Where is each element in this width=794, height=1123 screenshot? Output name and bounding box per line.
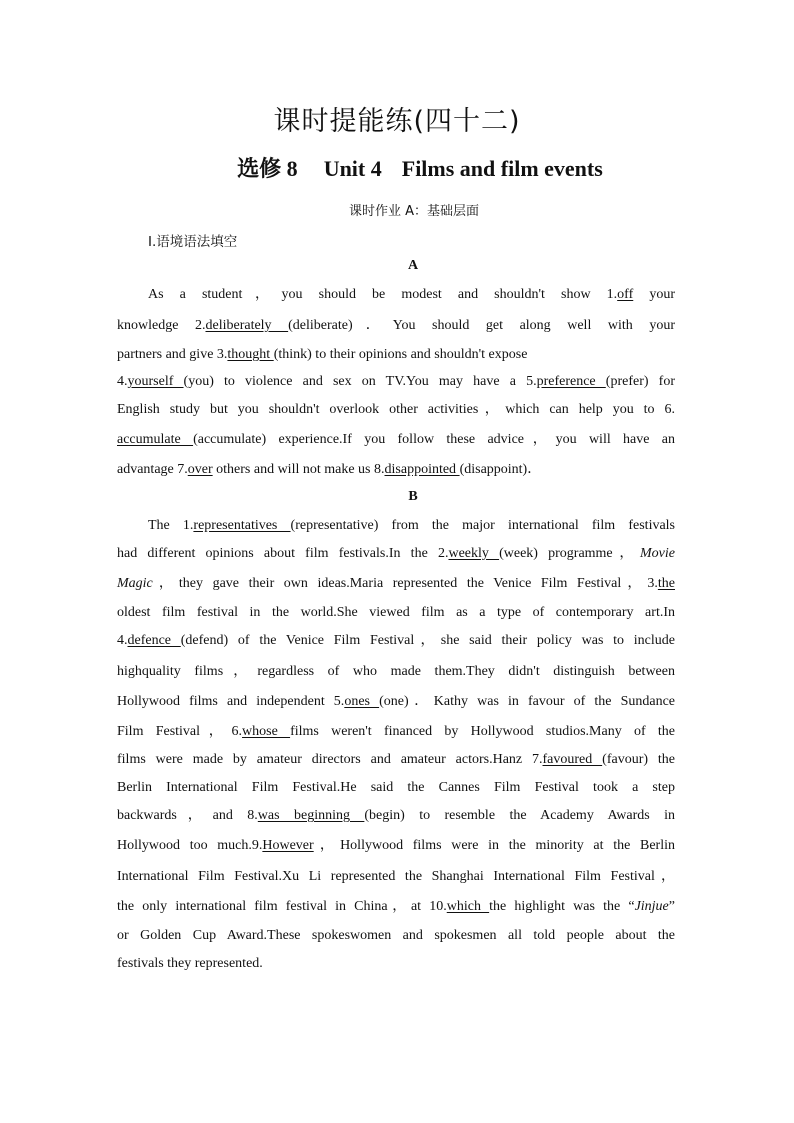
passage-b-line: Film Festival，6.whose films weren't financed by Hollywood studios.Many of the (117, 724, 675, 739)
passage-b-line: Berlin International Film Festival.He said the Cannes Film Festival took a step (117, 780, 675, 795)
passage-b-line: Hollywood too much.9.However，Hollywood films were in the minority at the Berlin (117, 838, 675, 853)
program-title: Movie (640, 546, 675, 561)
passage-a-line: 4.yourself (you) to violence and sex on TV.You may have a 5.preference (prefer) for (117, 374, 675, 389)
answer-blank: preference (536, 374, 606, 389)
answer-blank: was beginning (257, 808, 365, 823)
passage-b-line: backwards，and 8.was beginning (begin) to resemble the Academy Awards in (117, 808, 676, 823)
page-title: 课时提能练(四十二) (273, 106, 521, 137)
passage-b-line: Magic，they gave their own ideas.Maria represented the Venice Film Festival，3.the (117, 576, 675, 591)
passage-a-line: knowledge 2.deliberately (deliberate)．You should get along well with your (117, 318, 675, 333)
award-name: Jinjue (634, 899, 669, 914)
answer-blank: accumulate (117, 432, 194, 447)
passage-b-line: the only international film festival in China，at 10.which the highlight was the “Jinjue” (117, 899, 675, 914)
answer-blank: However (262, 838, 314, 853)
program-title: Magic (117, 576, 153, 591)
passage-a-line: advantage 7.over others and will not make us 8.disappointed (disappoint)． (117, 462, 542, 477)
passage-b-line: International Film Festival.Xu Li represented the Shanghai International Film Festival， (117, 869, 675, 884)
passage-b-line: Hollywood films and independent 5.ones (one)．Kathy was in favour of the Sundance (117, 694, 675, 709)
homework-heading: 课时作业 A：基础层面 (348, 204, 480, 219)
answer-blank: ones (344, 694, 380, 709)
passage-b-line: oldest film festival in the world.She viewed film as a type of contemporary art.In (117, 605, 675, 620)
passage-a-line: English study but you shouldn't overlook other activities，which can help you to 6. (117, 402, 675, 417)
module-label: 选修 8 (237, 156, 298, 181)
passage-a-line: accumulate (accumulate) experience.If you follow these advice，you will have an (117, 432, 675, 447)
passage-b-line: or Golden Cup Award.These spokeswomen and spokesmen all told people about the (117, 928, 675, 943)
passage-b-label: B (408, 489, 418, 504)
answer-blank: the (657, 576, 675, 591)
answer-blank: which (446, 899, 490, 914)
passage-a-label: A (407, 258, 419, 273)
unit-label: Unit 4 (323, 156, 382, 181)
passage-b-line: The 1.representatives (representative) from the major international film festivals (148, 518, 676, 533)
passage-a-line: partners and give 3.thought (think) to their opinions and shouldn't expose (117, 347, 528, 362)
answer-blank: whose (242, 724, 291, 739)
passage-b-line: highquality films，regardless of who made them.They didn't distinguish between (117, 664, 675, 679)
answer-blank: deliberately (205, 318, 289, 333)
answer-blank: representatives (193, 518, 291, 533)
answer-blank: yourself (127, 374, 184, 389)
passage-b-line: festivals they represented. (117, 956, 263, 971)
section-heading: Ⅰ.语境语法填空 (148, 234, 238, 250)
answer-blank: favoured (542, 752, 603, 767)
answer-blank: disappointed (384, 462, 460, 477)
answer-blank: over (187, 462, 213, 477)
answer-blank: weekly (448, 546, 500, 561)
answer-blank: thought (227, 347, 274, 362)
passage-b-line: films were made by amateur directors and amateur actors.Hanz 7.favoured (favour) the (117, 752, 675, 767)
passage-a-line: As a student，you should be modest and shouldn't show 1.off your (148, 287, 675, 302)
passage-b-line: 4.defence (defend) of the Venice Film Festival，she said their policy was to include (117, 633, 675, 648)
unit-topic: Films and film events (401, 156, 603, 181)
answer-blank: defence (127, 633, 181, 648)
unit-subtitle (0, 152, 794, 183)
answer-blank: off (617, 287, 634, 302)
passage-b-line: had different opinions about film festivals.In the 2.weekly (week) programme，Movie (117, 546, 675, 561)
